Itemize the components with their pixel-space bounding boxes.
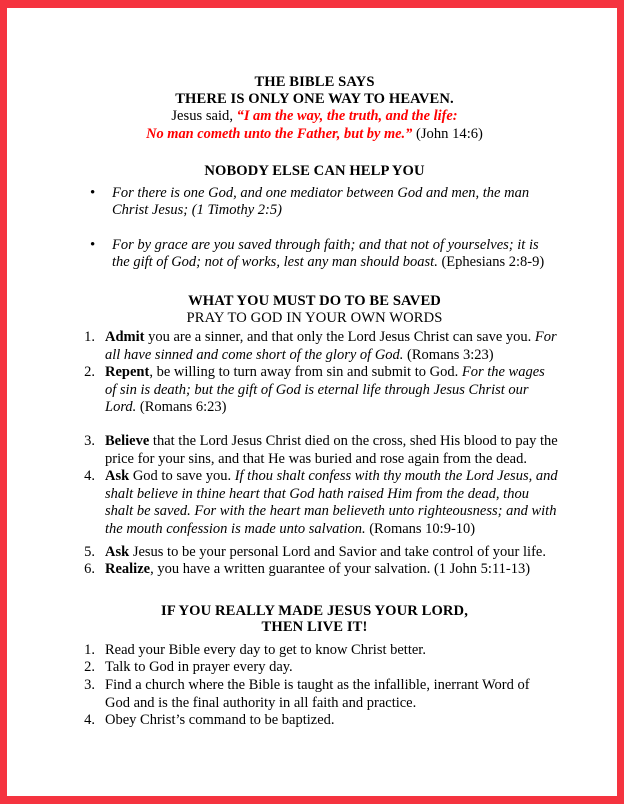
step-keyword: Realize [105,561,151,578]
jesus-said-label: Jesus said, [171,108,233,124]
list-item [71,364,558,417]
step-number: 1. [84,641,95,658]
step-text: Find a church where the Bible is taught as the infallible, inerrant Word of God and is the final authority in all faith and practice. [105,676,530,711]
step-keyword: Believe [105,433,150,450]
bullet-scripture-text: For there is one God, and one mediator between God and men, the man Christ Jesus; (1 Timothy 2:5) [112,184,530,219]
page-sheet [7,8,617,796]
step-text: that the Lord Jesus Christ died on the cross, shed His blood to pay the price for your sins, and that He was buried and rose again from the dead. [105,433,558,467]
step-number: 5. [84,543,95,560]
list-item [71,659,558,677]
document-content [71,74,558,730]
john-quote-line2: No man cometh unto the Father, but by me.” [146,125,413,142]
step-keyword: Repent [105,364,150,381]
heading-nobody-else-can-help-you: NOBODY ELSE CAN HELP YOU [204,163,425,180]
list-item [71,237,558,272]
list-item [71,468,558,538]
salvation-steps-list-continued [71,433,558,579]
heading-if-you-really-made-jesus-lord: IF YOU REALLY MADE JESUS YOUR LORD, [161,602,468,619]
bullet-icon: • [90,184,96,201]
red-border-right [617,0,624,804]
step-keyword: Admit [105,329,145,346]
list-item [71,561,558,579]
bullet-reference: (Ephesians 2:8-9) [441,254,545,271]
step-scripture: If thou shalt confess with thy mouth the Lord Jesus, and shalt believe in thine heart that God hath raised Him from the dead, thou shalt be saved. For with the heart man believeth unto righteousness; and with the mouth confession is made unto salvation. [105,468,558,537]
john-reference: (John 14:6) [416,125,483,142]
step-number: 3. [84,676,95,693]
bullet-icon: • [90,236,96,253]
red-border-top [0,0,624,8]
live-it-steps-list [71,642,558,730]
list-item [71,544,558,562]
step-text: , you have a written guarantee of your salvation. (1 John 5:11-13) [150,561,531,578]
heading-then-live-it: THEN LIVE IT! [261,619,368,636]
step-number: 4. [84,712,95,729]
john-quote-line1: “I am the way, the truth, and the life: [236,108,458,124]
step-keyword: Ask [105,543,130,560]
step-text: Talk to God in prayer every day. [105,659,293,676]
list-item [71,677,558,712]
step-text: , be willing to turn away from sin and submit to God. [149,364,462,381]
step-number: 2. [84,364,95,381]
step-text: God to save you. [129,468,235,485]
heading-what-you-must-do: WHAT YOU MUST DO TO BE SAVED [188,293,441,310]
red-border-left [0,0,7,804]
step-reference: (Romans 6:23) [136,399,227,416]
step-number: 6. [84,561,95,578]
step-text: Jesus to be your personal Lord and Savior and take control of your life. [129,543,546,560]
step-number: 4. [84,468,95,485]
bullet-scripture-text: For by grace are you saved through faith; and that not of yourselves; it is the gift of God; not of works, lest any man should boast. [112,236,539,271]
step-number: 2. [84,659,95,676]
step-scripture: For all have sinned and come short of the glory of God. [105,329,557,363]
step-text: you are a sinner, and that only the Lord Jesus Christ can save you. [144,329,535,346]
heading-pray-to-god: PRAY TO GOD IN YOUR OWN WORDS [186,309,443,326]
step-number: 1. [84,329,95,346]
salvation-steps-list [71,329,558,417]
step-number: 3. [84,433,95,450]
step-keyword: Ask [105,468,130,485]
list-item [71,185,558,220]
step-reference: (Romans 10:9-10) [365,521,476,537]
step-text: Obey Christ’s command to be baptized. [105,712,335,729]
step-text: Read your Bible every day to get to know Christ better. [105,641,426,658]
helpless-scripture-list [71,185,558,272]
list-item [71,642,558,660]
step-scripture: For the wages of sin is death; but the gift of God is eternal life through Jesus Christ our Lord. [105,364,545,416]
list-item [71,329,558,364]
list-item [71,712,558,730]
jesus-said-line [71,108,558,125]
heading-the-bible-says: THE BIBLE SAYS [254,74,375,90]
heading-one-way-to-heaven: THERE IS ONLY ONE WAY TO HEAVEN. [175,90,454,107]
john-quote-line2-row [71,126,558,143]
step-reference: (Romans 3:23) [403,346,494,363]
list-item [71,433,558,468]
red-border-bottom [0,796,624,804]
